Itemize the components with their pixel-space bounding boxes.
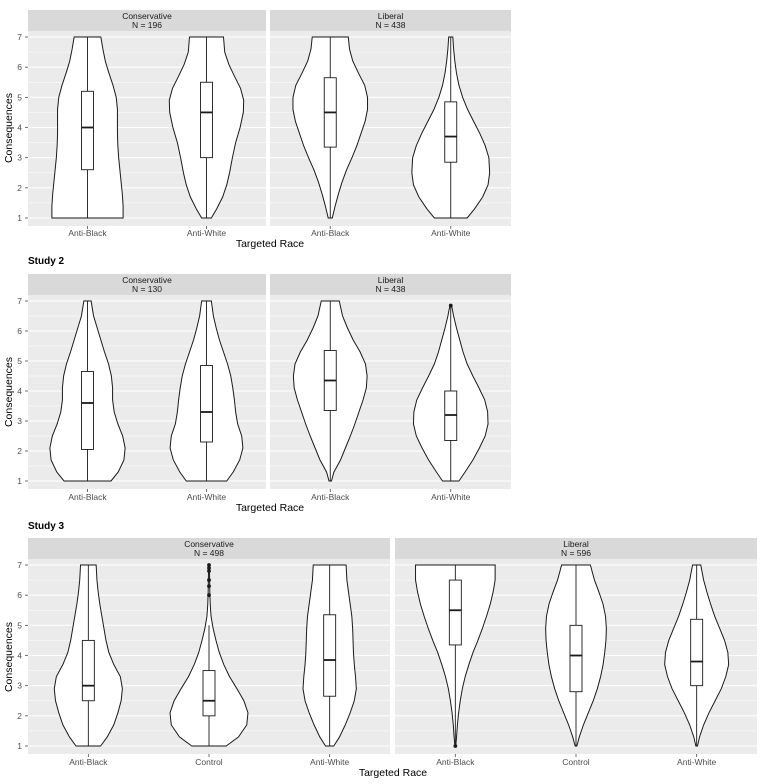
outlier-point	[449, 304, 453, 308]
outlier-point	[207, 593, 211, 597]
y-tick-label: 2	[17, 182, 22, 193]
y-axis-title: Consequences	[3, 621, 15, 693]
facet-strip-n: N = 596	[560, 548, 592, 558]
x-axis-title: Targeted Race	[358, 767, 428, 779]
x-tick-label: Anti-White	[677, 757, 717, 767]
iqr-box	[570, 625, 582, 691]
y-tick-label: 1	[17, 741, 22, 751]
y-tick-label: 6	[17, 590, 22, 601]
x-tick-label: Control	[562, 757, 590, 767]
facet-strip-title: Liberal	[377, 275, 404, 285]
y-tick-label: 1	[17, 213, 22, 223]
facet-strip-title: Liberal	[563, 539, 589, 549]
y-tick-label: 6	[17, 62, 22, 73]
x-tick-label: Anti-Black	[68, 492, 107, 502]
outlier-point	[207, 584, 211, 588]
outlier-point	[207, 578, 211, 582]
y-tick-label: 4	[17, 122, 22, 133]
panel-conservative	[28, 274, 266, 502]
chart-root	[3, 10, 757, 779]
outlier-point	[453, 744, 457, 748]
facet-strip-title: Conservative	[122, 275, 172, 285]
panel-liberal	[270, 274, 511, 502]
iqr-box	[449, 580, 461, 645]
x-tick-label: Anti-Black	[436, 757, 475, 767]
facet-strip-title: Conservative	[122, 11, 172, 21]
facet-strip-title: Liberal	[377, 11, 404, 21]
y-tick-label: 3	[17, 152, 22, 163]
iqr-box	[445, 102, 457, 162]
iqr-box	[82, 91, 94, 169]
x-tick-label: Anti-Black	[311, 228, 350, 238]
facet-strip-title: Conservative	[184, 539, 234, 549]
facet-strip-n: N = 438	[375, 284, 406, 294]
y-tick-label: 3	[17, 416, 22, 426]
x-axis-title: Targeted Race	[235, 238, 305, 250]
y-tick-label: 5	[17, 620, 22, 631]
y-axis-title: Consequences	[3, 356, 15, 428]
iqr-box	[82, 372, 94, 450]
panel-conservative	[28, 10, 266, 238]
y-tick-label: 6	[17, 326, 22, 336]
x-tick-label: Anti-Black	[311, 492, 350, 502]
x-tick-label: Anti-White	[431, 228, 471, 238]
y-tick-label: 2	[17, 710, 22, 721]
study-2-group	[3, 256, 511, 514]
x-tick-label: Control	[195, 757, 223, 767]
y-tick-label: 3	[17, 680, 22, 691]
x-tick-label: Anti-White	[431, 492, 471, 502]
outlier-point	[207, 563, 211, 567]
panel-liberal	[270, 10, 511, 238]
y-tick-label: 4	[17, 650, 22, 661]
y-tick-label: 5	[17, 356, 22, 366]
y-tick-label: 7	[17, 32, 22, 42]
x-tick-label: Anti-White	[310, 757, 350, 767]
study-1-group	[3, 10, 511, 250]
iqr-box	[82, 640, 94, 700]
y-tick-label: 2	[17, 446, 22, 456]
facet-strip-n: N = 130	[131, 284, 163, 294]
iqr-box	[324, 615, 336, 696]
iqr-box	[691, 619, 703, 685]
x-tick-label: Anti-White	[186, 228, 227, 238]
facet-strip-n: N = 196	[131, 20, 163, 30]
x-axis-title: Targeted Race	[235, 502, 305, 514]
iqr-box	[203, 671, 215, 716]
panel-conservative	[28, 538, 390, 767]
study-label: Study 3	[28, 521, 65, 532]
y-tick-label: 4	[17, 386, 22, 396]
study-label: Study 2	[28, 256, 65, 267]
facet-strip-n: N = 498	[193, 548, 225, 558]
iqr-box	[201, 366, 213, 443]
y-tick-label: 1	[17, 476, 22, 486]
x-tick-label: Anti-Black	[68, 228, 107, 238]
x-tick-label: Anti-White	[186, 492, 227, 502]
panel-liberal	[395, 538, 757, 767]
facet-strip-n: N = 438	[375, 20, 406, 30]
x-tick-label: Anti-Black	[69, 757, 108, 767]
iqr-box	[201, 82, 213, 157]
y-tick-label: 5	[17, 92, 22, 103]
y-axis-title: Consequences	[3, 92, 15, 164]
study-3-group	[3, 521, 757, 779]
y-tick-label: 7	[17, 560, 22, 570]
y-tick-label: 7	[17, 296, 22, 306]
